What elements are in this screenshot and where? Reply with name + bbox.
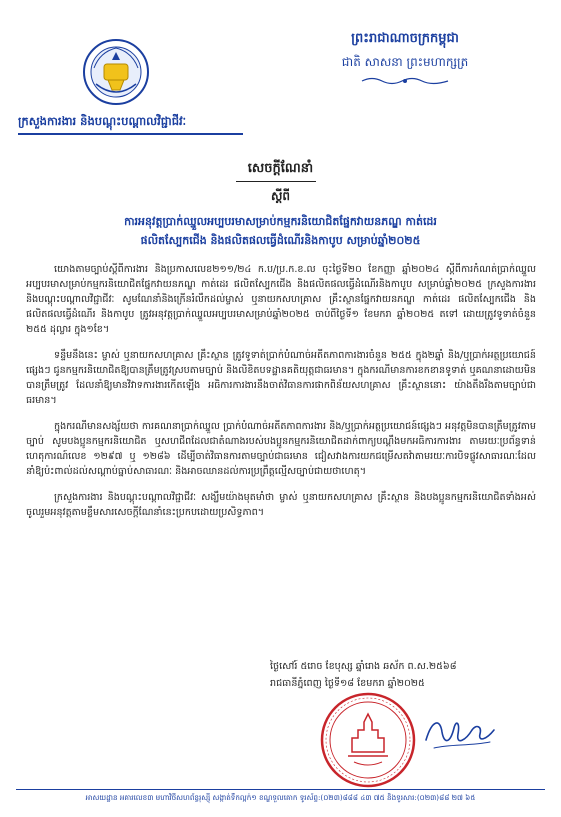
ministry-name: ក្រសួងការងារ និងបណ្តុះបណ្តាលវិជ្ជាជីវៈ xyxy=(18,114,187,128)
subject-label: ស្តីពី xyxy=(270,189,291,203)
body-paragraph: ក្នុងករណីមានសង្ស័យថា ការគណនាប្រាក់ឈ្នួល ប្រាក់បំណាច់អតីតភាពការងារ និង/ឬប្រាក់អត្ថប្រយោជន៍ផ្សេងៗ អនុវត្តមិនបានត្រឹមត្រូវតាមច្បាប់ សូមបងប្អូនកម្មករនិយោជិត ឬសហជីពដែលជាតំណាងរបស់បងប្អូនកម្មករនិយោជិតដាក់ពាក្យបណ្តឹងមកអធិការការងារ តាមរយៈប្រព័ន្ធទាន់ហេតុការណ៍លេខ ១២៩៧ ឬ ១២៨៦ ដើម្បីចាត់វិធានការតាមច្បាប់ជាធរមាន ជៀសវាងការយកជម្រើសតវ៉ាតាមរយៈការបិទផ្លូវសាធារណៈដែលនាំឱ្យប៉ះពាល់ដល់សណ្តាប់ធ្នាប់សាធារណៈ និងអាចឈានដល់ការប្រព្រឹត្តល្មើសច្បាប់ជាយថាហេតុ។ xyxy=(26,421,536,477)
footer-divider xyxy=(16,789,545,790)
decorative-divider-icon xyxy=(360,76,450,86)
kingdom-title: ព្រះរាជាណាចក្រកម្ពុជា xyxy=(351,31,459,46)
lunar-date: ថ្ងៃសៅរ៍ ៥រោច ខែបុស្ស ឆ្នាំរោង ឆស័ក ព.ស.២៥៦៨ xyxy=(270,661,457,672)
body-paragraph: យោងតាមច្បាប់ស្តីពីការងារ និងប្រកាសលេខ២១១/២៤ ក.ប/ប្រ.ក.ខ.ល ចុះថ្ងៃទី២០ ខែកញ្ញា ឆ្នាំ២០២៤ ស្តីពីការកំណត់ប្រាក់ឈ្នួលអប្បបរមាសម្រាប់កម្មករនិយោជិតផ្នែកវាយនភណ្ឌ កាត់ដេរ ផលិតស្បែកជើង និងផលិតផលធ្វើដំណើរនិងកាបូប សម្រាប់ឆ្នាំ២០២៥ ក្រសួងការងារ និងបណ្តុះបណ្តាលវិជ្ជាជីវៈ សូមណែនាំនិងក្រើនរំលឹកដល់ម្ចាស់ ឬនាយកសហគ្រាស គ្រឹះស្ថានផ្នែកវាយនភណ្ឌ កាត់ដេរ ផលិតស្បែកជើង និងផលិតផលធ្វើដំណើរ និងកាបូប ត្រូវអនុវត្តប្រាក់ឈ្នួលអប្បបរមាសម្រាប់ឆ្នាំ២០២៥ ចាប់ពីថ្ងៃទី១ ខែមករា ឆ្នាំ២០២៥ តទៅ ដោយត្រូវទូទាត់ចំនួន ២៥៥ ដុល្លារ ក្នុង១ខែ។ xyxy=(26,264,536,335)
subject-line: ផលិតស្បែកជើង និងផលិតផលធ្វើដំណើរនិងកាបូប សម្រាប់ឆ្នាំ២០២៥ xyxy=(140,234,421,247)
subject-title xyxy=(24,212,537,250)
official-seal-icon xyxy=(318,690,418,790)
national-motto: ជាតិ សាសនា ព្រះមហាក្សត្រ xyxy=(341,55,469,69)
document-type-underline xyxy=(236,181,316,182)
footer-address: អាសយដ្ឋាន អគារលេខ៣ មហាវិថីសហព័ន្ធរុស្ស៊ី សង្កាត់ទឹកល្អក់១ ខណ្ឌទួលគោក ទូរស័ព្ទ:(០២៣)៨៨៨ ៤៣ ៧៥ និងទូរសារ:(០២៣)៨៨ ២៧ ៦៥ xyxy=(85,793,476,802)
subject-line: ការអនុវត្តប្រាក់ឈ្នួលអប្បបរមាសម្រាប់កម្មករនិយោជិតផ្នែកវាយនភណ្ឌ កាត់ដេរ xyxy=(124,215,437,228)
signature-icon xyxy=(420,700,500,760)
ministry-emblem-icon xyxy=(82,38,150,106)
body-paragraph: ក្រសួងការងារ និងបណ្តុះបណ្តាលវិជ្ជាជីវៈ សង្ឃឹមយ៉ាងមុតមាំថា ម្ចាស់ ឬនាយកសហគ្រាស គ្រឹះស្ថាន និងបងប្អូនកម្មករនិយោជិតទាំងអស់ ចូលរួមអនុវត្តតាមខ្លឹមសារសេចក្តីណែនាំនេះប្រកបដោយប្រសិទ្ធភាព។ xyxy=(26,492,536,518)
document-type: សេចក្តីណែនាំ xyxy=(247,161,314,176)
body-paragraph: ទន្ទឹមនឹងនេះ ម្ចាស់ ឬនាយកសហគ្រាស គ្រឹះស្ថាន ត្រូវទូទាត់ប្រាក់បំណាច់អតីតភាពការងារចំនួន ២៥៥ ក្នុង២ឆ្នាំ និង/ឬប្រាក់អត្ថប្រយោជន៍ផ្សេងៗ ជូនកម្មករនិយោជិតឱ្យបានត្រឹមត្រូវស្របតាមច្បាប់ និងលិខិតបទដ្ឋានគតិយុត្តជាធរមាន។ ក្នុងករណីមានការខកខានទូទាត់ ឬគណនាដោយមិនបានត្រឹមត្រូវ ដែលនាំឱ្យមានវិវាទការងារកើតឡើង អធិការការងារនឹងចាត់វិធានការផាកពិន័យសហគ្រាស គ្រឹះស្ថាននោះ យ៉ាងតឹងរឹងតាមច្បាប់ជាធរមាន។ xyxy=(26,350,536,406)
solar-date: រាជធានីភ្នំពេញ ថ្ងៃទី១៨ ខែមករា ឆ្នាំ២០២៥ xyxy=(270,678,425,689)
document-body xyxy=(26,262,536,531)
ministry-underline xyxy=(18,133,243,135)
